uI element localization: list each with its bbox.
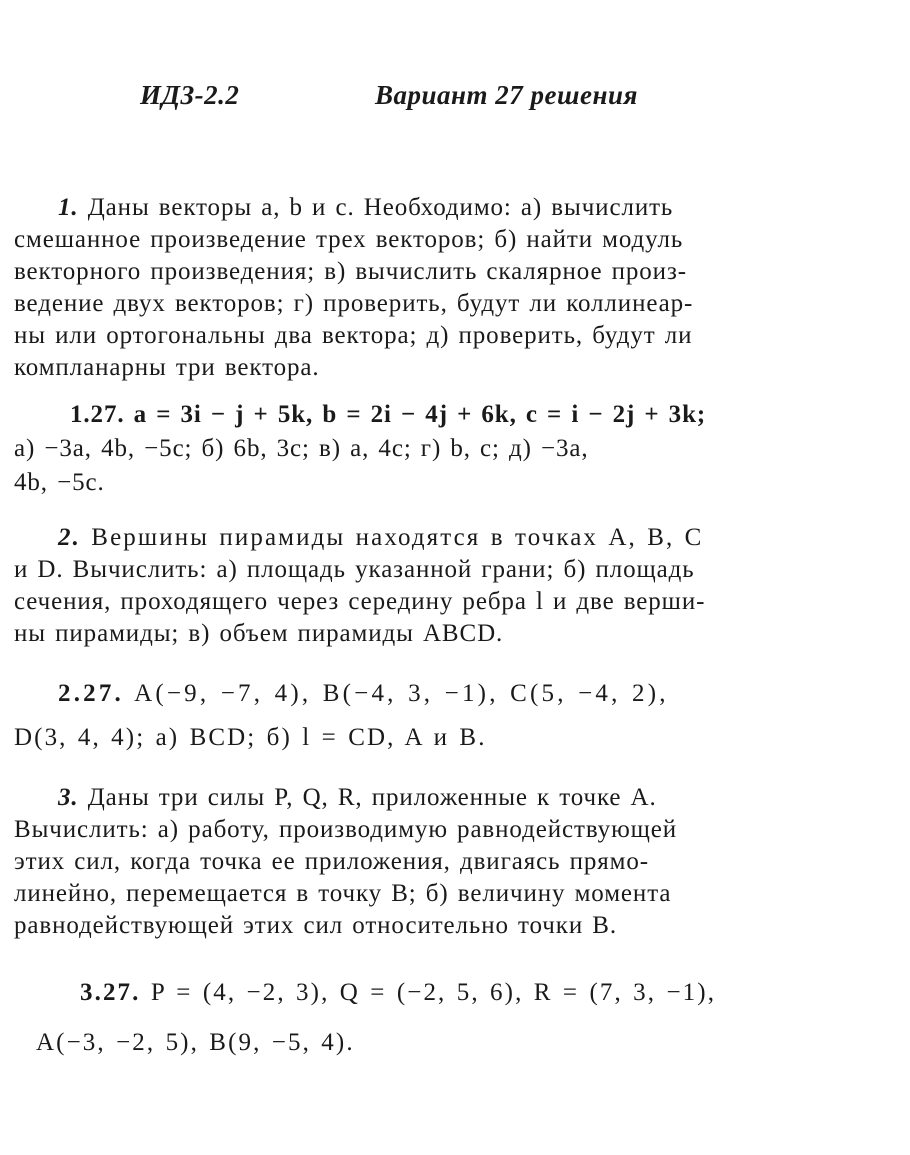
task-1-statement (14, 192, 886, 384)
variant-line: D(3, 4, 4); а) BCD; б) l = CD, A и B. (14, 724, 487, 751)
task-number: 1. (58, 194, 79, 221)
variant-line: 4b, −5c. (14, 469, 105, 496)
variant-number: 3.27. (80, 979, 141, 1006)
task-line: Вычислить: а) работу, производимую равнодействующей (14, 816, 678, 843)
variant-line: 2.27. A(−9, −7, 4), B(−4, 3, −1), C(5, −4, 2), (58, 680, 669, 707)
task-line: сечения, проходящего через середину ребра l и две верши- (14, 588, 706, 615)
task-line: 2. Вершины пирамиды находятся в точках A, B, C (58, 524, 704, 551)
task-line: ведение двух векторов; г) проверить, будут ли коллинеар- (14, 290, 694, 317)
variant-2-27 (14, 672, 886, 760)
task-line: смешанное произведение трех векторов; б) найти модуль (14, 226, 684, 253)
variant-line: 1.27. a = 3i − j + 5k, b = 2i − 4j + 6k, c = i − 2j + 3k; (70, 401, 707, 428)
task-3-statement (14, 782, 886, 942)
variant-line: 3.27. P = (4, −2, 3), Q = (−2, 5, 6), R = (7, 3, −1), (80, 979, 717, 1006)
task-2-statement (14, 522, 886, 650)
task-line: векторного произведения; в) вычислить скалярное произ- (14, 258, 687, 285)
assignment-code: ИДЗ-2.2 (140, 80, 240, 110)
task-line: ны или ортогональны два вектора; д) проверить, будут ли (14, 322, 693, 349)
page-header (140, 80, 870, 130)
task-line: и D. Вычислить: а) площадь указанной грани; б) площадь (14, 556, 695, 583)
task-line: компланарны три вектора. (14, 354, 320, 381)
task-line: 3. Даны три силы P, Q, R, приложенные к точке A. (58, 784, 657, 811)
task-line: линейно, перемещается в точку B; б) величину момента (14, 880, 672, 907)
variant-line: а) −3a, 4b, −5c; б) 6b, 3c; в) a, 4c; г) b, c; д) −3a, (14, 435, 589, 462)
variant-line: A(−3, −2, 5), B(9, −5, 4). (36, 1029, 355, 1056)
task-line: равнодействующей этих сил относительно точки B. (14, 912, 617, 939)
task-line: 1. Даны векторы a, b и c. Необходимо: а) вычислить (58, 194, 674, 221)
task-line: этих сил, когда точка ее приложения, двигаясь прямо- (14, 848, 649, 875)
task-number: 2. (58, 524, 81, 551)
variant-number: 2.27. (58, 680, 124, 707)
variant-title: Вариант 27 решения (375, 80, 638, 110)
variant-1-27 (14, 398, 886, 500)
variant-number: 1.27. (70, 401, 125, 428)
variant-3-27 (14, 968, 886, 1068)
task-number: 3. (58, 784, 79, 811)
task-line: ны пирамиды; в) объем пирамиды ABCD. (14, 620, 504, 647)
